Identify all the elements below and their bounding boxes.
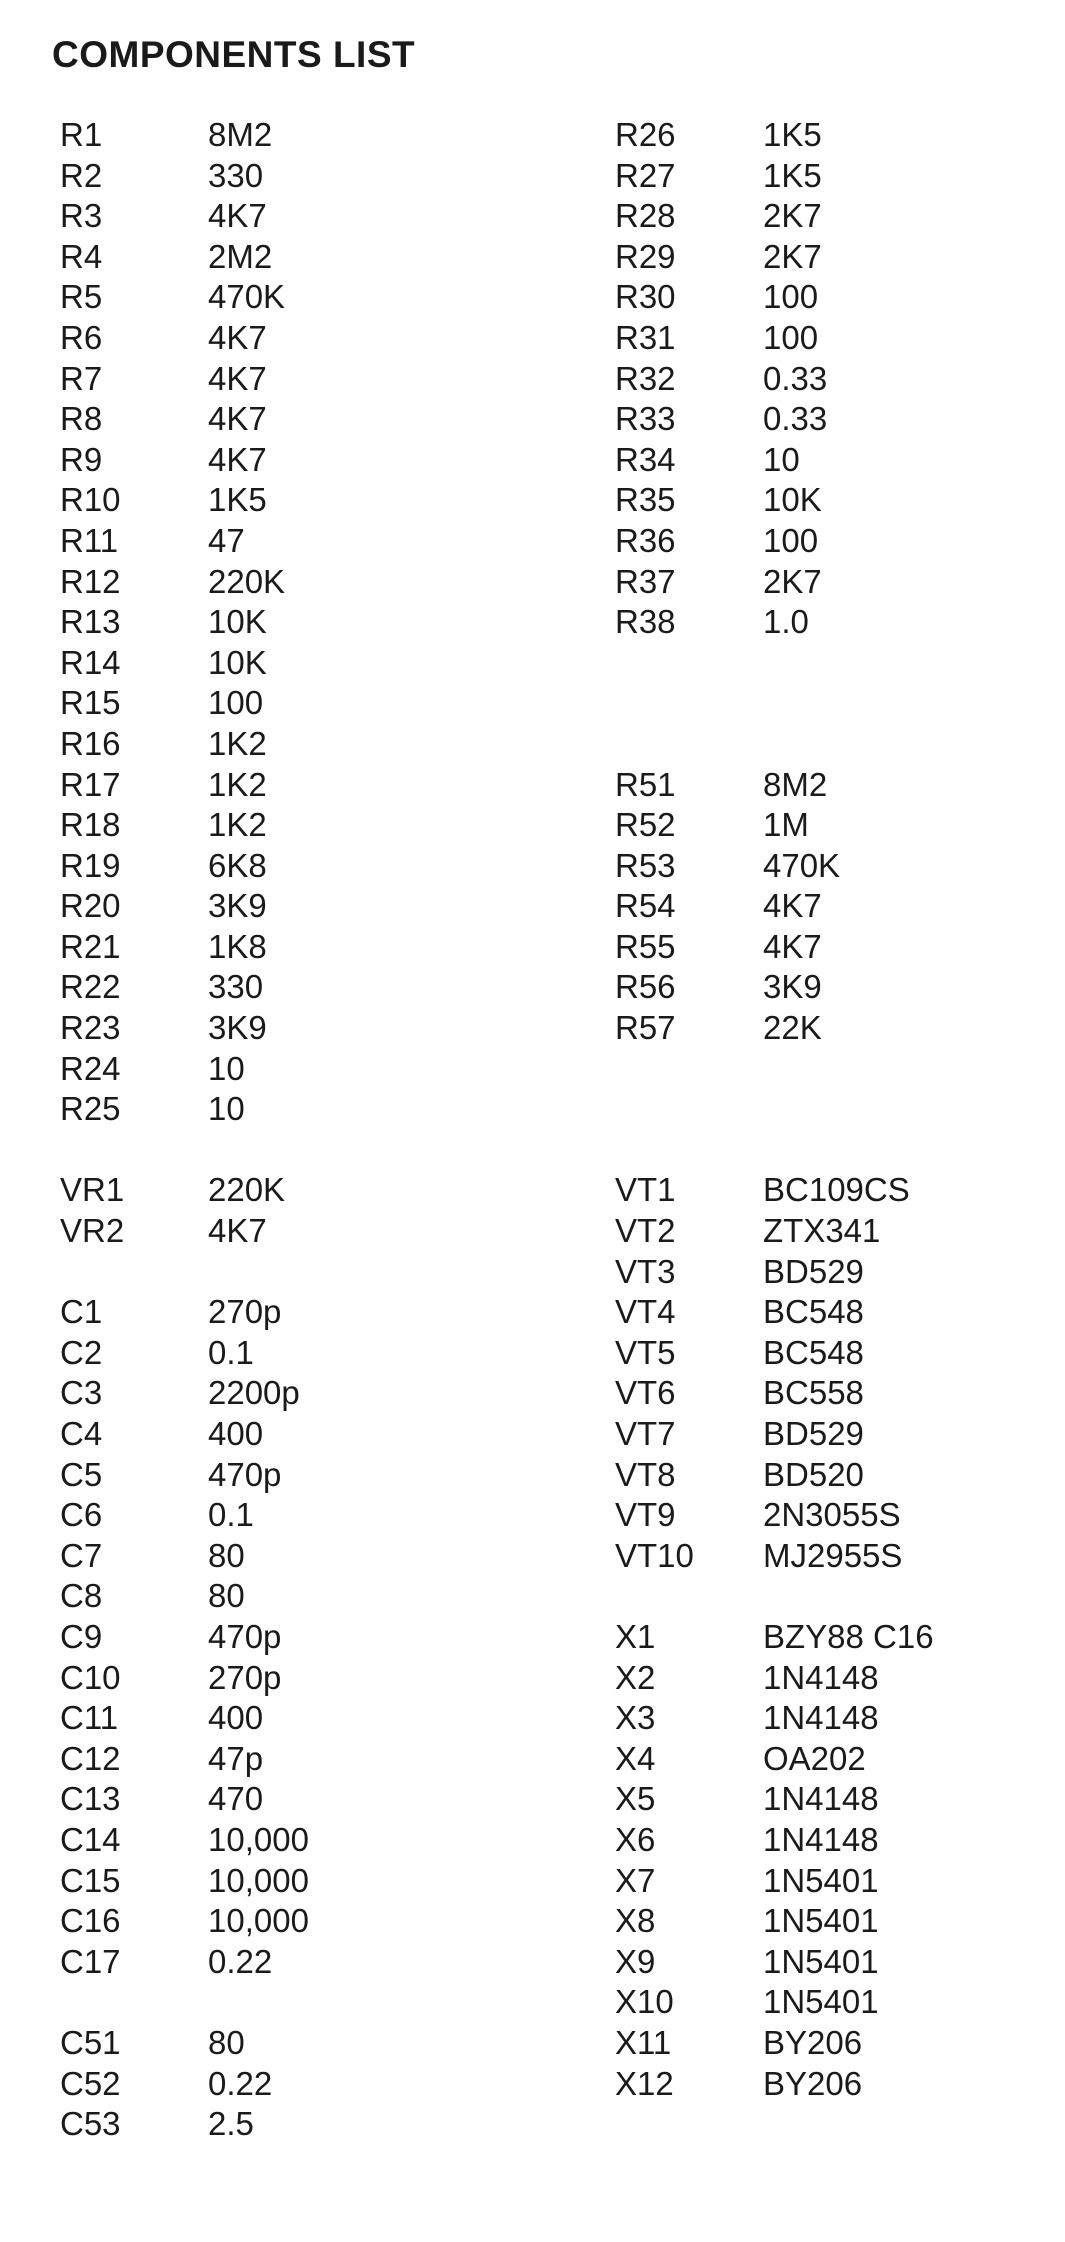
component-ref: R38 [615,603,676,641]
component-value: 3K9 [208,1009,267,1047]
component-value: BD529 [763,1252,864,1290]
component-ref: VT8 [615,1455,676,1493]
component-value: 100 [763,318,819,356]
component-value: 3K9 [208,887,267,925]
component-ref: R51 [615,765,676,803]
component-value: 220K [208,562,286,600]
component-value: 1N4148 [763,1820,879,1858]
component-value: BC548 [763,1293,864,1331]
component-ref: VT7 [615,1415,676,1452]
component-value: 470 [208,1780,264,1818]
component-ref: R36 [615,521,676,559]
component-ref: R37 [615,562,676,600]
component-value: 2M2 [208,237,273,275]
component-value: 1.0 [763,603,809,641]
component-value: 1N4148 [763,1780,879,1818]
component-ref: C8 [60,1577,103,1615]
component-value: 2K7 [763,237,822,275]
component-ref: C17 [60,1942,121,1980]
component-ref: VT10 [615,1536,694,1574]
component-value: 1K2 [208,765,267,803]
component-ref: C5 [60,1455,103,1493]
component-ref: C2 [60,1333,103,1371]
component-ref: R5 [60,278,103,316]
component-ref: R20 [60,887,121,925]
component-ref: R27 [615,156,676,194]
component-value: 470K [763,846,841,884]
component-value: 1N5401 [763,1983,879,2021]
component-ref: VT9 [615,1496,676,1534]
component-ref: C53 [60,2105,121,2143]
component-value: 80 [208,1577,245,1615]
component-ref: R15 [60,684,121,722]
component-ref: R13 [60,603,121,641]
component-ref: R56 [615,968,676,1006]
component-ref: R18 [60,806,121,844]
component-ref: R14 [60,643,121,681]
component-ref: VR2 [60,1212,125,1250]
component-value: 1K2 [208,806,267,844]
component-value: 1K5 [208,481,267,519]
component-ref: C52 [60,2064,121,2102]
component-value: 22K [763,1009,822,1047]
component-ref: C13 [60,1780,121,1818]
component-value: BY206 [763,2064,863,2102]
component-ref: C6 [60,1496,103,1534]
component-ref: C15 [60,1861,121,1899]
component-ref: X3 [615,1699,656,1737]
component-ref: R53 [615,846,676,884]
component-value: 4K7 [208,318,267,356]
component-ref: R3 [60,197,103,235]
component-ref: R34 [615,440,676,478]
component-ref: R16 [60,724,121,762]
component-value: BD529 [763,1415,864,1452]
component-value: 330 [208,156,264,194]
component-ref: VT1 [615,1171,676,1209]
component-value: ZTX341 [763,1212,881,1250]
component-ref: X4 [615,1739,656,1777]
component-value: 47p [208,1739,264,1777]
component-ref: C14 [60,1820,121,1858]
component-ref: C9 [60,1617,103,1655]
component-ref: R28 [615,197,676,235]
component-value: 220K [208,1171,286,1209]
component-ref: C12 [60,1739,121,1777]
component-value: 1N4148 [763,1658,879,1696]
component-value: 0.33 [763,359,828,397]
component-value: MJ2955S [763,1536,903,1574]
component-value: 10K [208,643,267,681]
component-value: 8M2 [763,765,828,803]
component-ref: C11 [60,1699,119,1737]
component-value: 10,000 [208,1902,309,1940]
component-value: 0.33 [763,400,828,438]
component-value: 6K8 [208,846,267,884]
component-value: OA202 [763,1739,866,1777]
component-ref: X11 [615,2023,672,2061]
component-ref: R17 [60,765,121,803]
component-ref: R4 [60,237,103,275]
component-value: 0.22 [208,1942,273,1980]
component-ref: R10 [60,481,121,519]
component-value: 4K7 [208,1212,267,1250]
component-ref: R25 [60,1090,121,1128]
component-value: 400 [208,1415,264,1452]
component-value: 400 [208,1699,264,1737]
component-ref: X8 [615,1902,656,1940]
component-value: BC558 [763,1374,864,1412]
component-ref: X7 [615,1861,656,1899]
component-ref: R29 [615,237,676,275]
component-value: 4K7 [208,400,267,438]
component-value: 47 [208,521,245,559]
component-ref: VT6 [615,1374,676,1412]
component-value: 2K7 [763,562,822,600]
component-value: 470p [208,1455,282,1493]
component-ref: R6 [60,318,103,356]
component-value: 1K8 [208,927,267,965]
component-value: 1N4148 [763,1699,879,1737]
component-ref: R54 [615,887,676,925]
component-value: BY206 [763,2023,863,2061]
component-value: 10 [763,440,800,478]
component-ref: R57 [615,1009,676,1047]
component-ref: X9 [615,1942,656,1980]
component-ref: C7 [60,1536,103,1574]
component-value: 8M2 [208,116,273,153]
component-ref: X6 [615,1820,656,1858]
component-ref: C10 [60,1658,121,1696]
component-value: BC109CS [763,1171,910,1209]
component-value: 1K5 [763,156,822,194]
component-value: 80 [208,1536,245,1574]
component-ref: R2 [60,156,103,194]
component-ref: X5 [615,1780,656,1818]
component-ref: C51 [60,2023,121,2061]
component-ref: R11 [60,521,119,559]
component-ref: R55 [615,927,676,965]
component-value: BD520 [763,1455,864,1493]
component-ref: R7 [60,359,103,397]
component-value: 80 [208,2023,245,2061]
component-value: 10,000 [208,1820,309,1858]
component-value: 1N5401 [763,1942,879,1980]
component-ref: R12 [60,562,121,600]
component-value: 4K7 [208,359,267,397]
component-value: 100 [208,684,264,722]
component-value: 2N3055S [763,1496,901,1534]
component-ref: R33 [615,400,676,438]
page-title: COMPONENTS LIST [52,34,416,75]
component-value: 10K [763,481,822,519]
component-value: 2K7 [763,197,822,235]
component-ref: C3 [60,1374,103,1412]
component-ref: R23 [60,1009,121,1047]
component-ref: R30 [615,278,676,316]
component-value: 10K [208,603,267,641]
component-value: BC548 [763,1333,864,1371]
component-ref: R26 [615,116,676,153]
component-value: 10,000 [208,1861,309,1899]
component-ref: VT3 [615,1252,676,1290]
component-value: 4K7 [763,927,822,965]
component-value: 1K2 [208,724,267,762]
component-value: 0.22 [208,2064,273,2102]
component-ref: R52 [615,806,676,844]
component-value: 100 [763,521,819,559]
component-ref: R35 [615,481,676,519]
component-ref: VT4 [615,1293,676,1331]
component-ref: R32 [615,359,676,397]
component-ref: R21 [60,927,121,965]
component-value: 1K5 [763,116,822,153]
component-value: 100 [763,278,819,316]
component-value: 0.1 [208,1333,254,1371]
component-value: 270p [208,1658,282,1696]
component-ref: R1 [60,116,103,153]
component-value: 10 [208,1049,245,1087]
component-ref: C4 [60,1415,103,1452]
component-ref: R24 [60,1049,121,1087]
component-ref: VT5 [615,1333,676,1371]
component-value: 2.5 [208,2105,254,2143]
component-ref: R22 [60,968,121,1006]
component-value: 3K9 [763,968,822,1006]
component-ref: R31 [615,318,676,356]
component-value: BZY88 C16 [763,1617,934,1655]
component-ref: R9 [60,440,103,478]
component-ref: X10 [615,1983,674,2021]
component-value: 470K [208,278,286,316]
component-value: 10 [208,1090,245,1128]
component-ref: C1 [60,1293,103,1331]
component-ref: X2 [615,1658,656,1696]
component-value: 1N5401 [763,1902,879,1940]
component-ref: VR1 [60,1171,125,1209]
component-ref: X1 [615,1617,656,1655]
component-value: 4K7 [208,440,267,478]
component-value: 4K7 [763,887,822,925]
component-ref: VT2 [615,1212,676,1250]
component-value: 2200p [208,1374,300,1412]
component-value: 1M [763,806,809,844]
component-value: 330 [208,968,264,1006]
component-ref: R19 [60,846,121,884]
component-value: 0.1 [208,1496,254,1534]
component-value: 1N5401 [763,1861,879,1899]
component-ref: R8 [60,400,103,438]
component-ref: X12 [615,2064,674,2102]
component-value: 470p [208,1617,282,1655]
component-value: 4K7 [208,197,267,235]
component-ref: C16 [60,1902,121,1940]
component-value: 270p [208,1293,282,1331]
